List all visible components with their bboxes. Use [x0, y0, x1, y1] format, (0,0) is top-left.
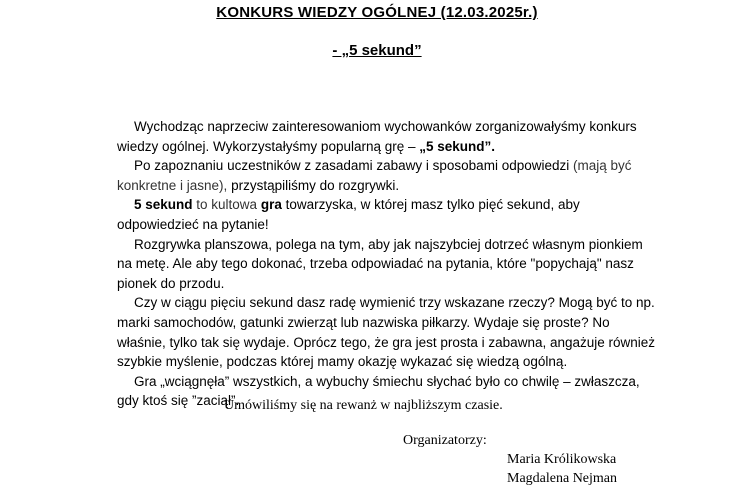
organizer-name: Magdalena Nejman	[507, 471, 618, 486]
game-desc-text: to kultowa	[192, 197, 261, 213]
game-word: gra	[260, 197, 282, 213]
document-body	[117, 117, 657, 411]
intro-text: Wychodząc naprzeciw zainteresowaniom wychowanków zorganizowałyśmy konkurs wiedzy ogólnej. Wykorzystałyśmy popularną grę –	[117, 119, 637, 154]
paragraph-rules	[117, 156, 657, 195]
paragraph-fun: Gra „wciągnęła” wszystkich, a wybuchy śmiechu słychać było co chwilę – zwłaszcza, gdy ktoś się ”zaciął”.	[117, 373, 640, 409]
paragraph-game-description	[117, 195, 657, 234]
game-name: 5 sekund	[134, 197, 193, 213]
rules-text-end: przystąpiliśmy do rozgrywki.	[227, 177, 400, 193]
closing-line: Umówiliśmy się na rewanż w najbliższym czasie.	[224, 398, 503, 413]
document-subtitle: - „5 sekund”	[332, 42, 422, 59]
game-name-bold: „5 sekund”.	[419, 138, 496, 154]
game-desc-end: towarzyska, w której masz tylko pięć sekund, aby odpowiedzieć na pytanie!	[117, 197, 580, 232]
rules-note: (mają być konkretne i jasne),	[117, 158, 632, 193]
organizers-label: Organizatorzy:	[403, 433, 487, 448]
paragraph-board-game: Rozgrywka planszowa, polega na tym, aby jak najszybciej dotrzeć własnym pionkiem na metę. Ale aby tego dokonać, trzeba odpowiadać na pytania, które "popychają" nasz pionek do przodu.	[117, 236, 643, 291]
rules-text: Po zapoznaniu uczestników z zasadami zabawy i sposobami odpowiedzi	[134, 158, 573, 174]
document-title: KONKURS WIEDZY OGÓLNEJ (12.03.2025r.)	[216, 4, 538, 21]
organizer-name: Maria Królikowska	[507, 452, 617, 467]
paragraph-five-seconds: Czy w ciągu pięciu sekund dasz radę wymienić trzy wskazane rzeczy? Mogą być to np. marki samochodów, gatunki zwierząt lub nazwiska piłkarzy. Wydaje się proste? No właśnie, tylko tak się wydaje. Oprócz tego, że gra jest prosta i zabawna, angażuje również szybkie myślenie, podczas której mamy okazję wykazać się wiedzą ogólną.	[117, 295, 656, 370]
paragraph-intro	[117, 117, 657, 156]
